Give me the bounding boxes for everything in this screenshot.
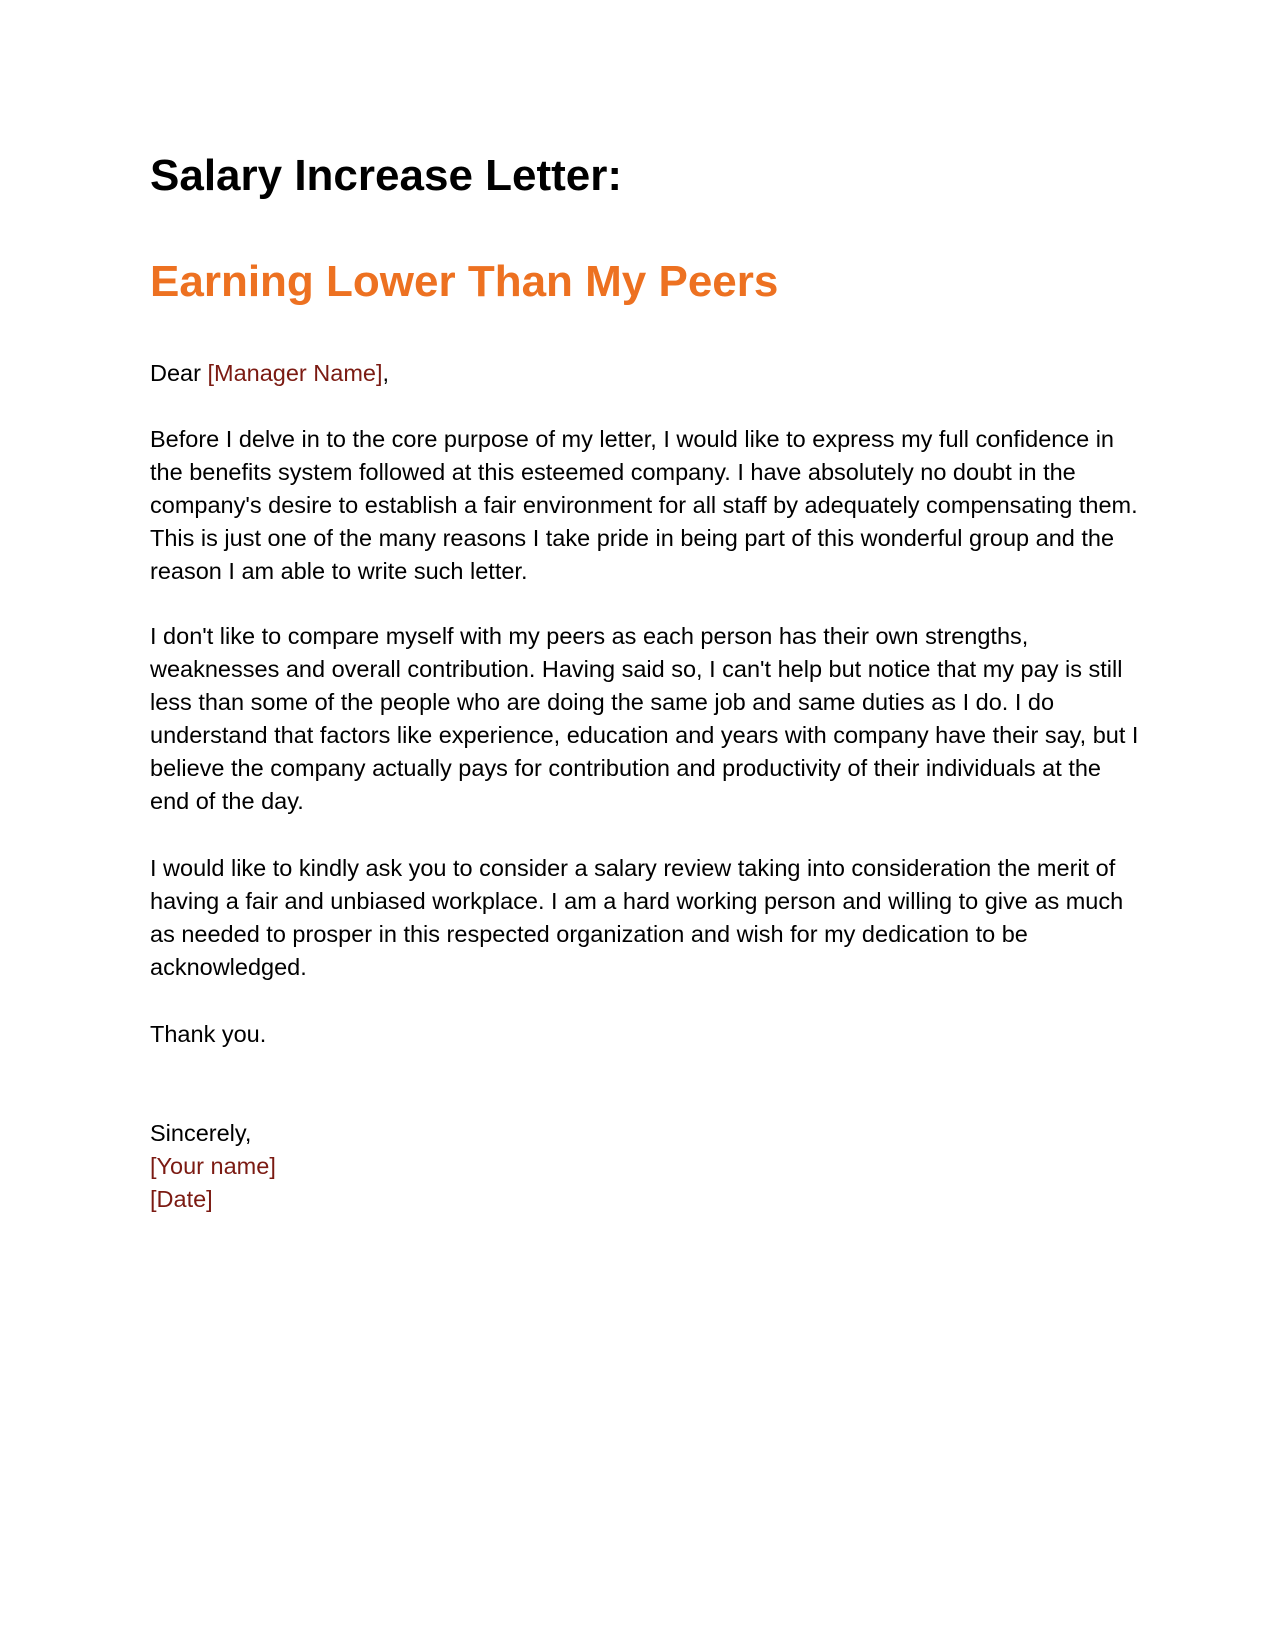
thank-you-line: Thank you.	[150, 1021, 267, 1047]
paragraph-intro: Before I delve in to the core purpose of my letter, I would like to express my full confidence in the benefits system followed at this esteemed company. I have absolutely no doubt in the company's desire to establish a fair environment for all staff by adequately compensating them. This is just one of the many reasons I take pride in being part of this wonderful group and the reason I am able to write such letter.	[150, 426, 1138, 584]
your-name-placeholder: [Your name]	[150, 1153, 276, 1179]
manager-name-placeholder: [Manager Name]	[207, 360, 383, 386]
salutation-prefix: Dear	[150, 360, 208, 386]
salutation	[150, 357, 1140, 390]
date-placeholder: [Date]	[150, 1186, 213, 1212]
paragraph-comparison: I don't like to compare myself with my peers as each person has their own strengths, weaknesses and overall contribution. Having said so, I can't help but notice that my pay is still less than some of the people who are doing the same job and same duties as I do. I do understand that factors like experience, education and years with company have their say, but I believe the company actually pays for contribution and productivity of their individuals at the end of the day.	[150, 623, 1139, 814]
closing-line: Sincerely,	[150, 1120, 252, 1146]
salutation-suffix: ,	[382, 360, 390, 386]
signature-block	[150, 1117, 1140, 1216]
paragraph-request: I would like to kindly ask you to consider a salary review taking into consideration the merit of having a fair and unbiased workplace. I am a hard working person and willing to give as much as needed to prosper in this respected organization and wish for my dedication to be acknowledged.	[150, 855, 1124, 980]
letter-subtitle: Earning Lower Than My Peers	[150, 257, 779, 306]
letter-title: Salary Increase Letter:	[150, 151, 623, 200]
